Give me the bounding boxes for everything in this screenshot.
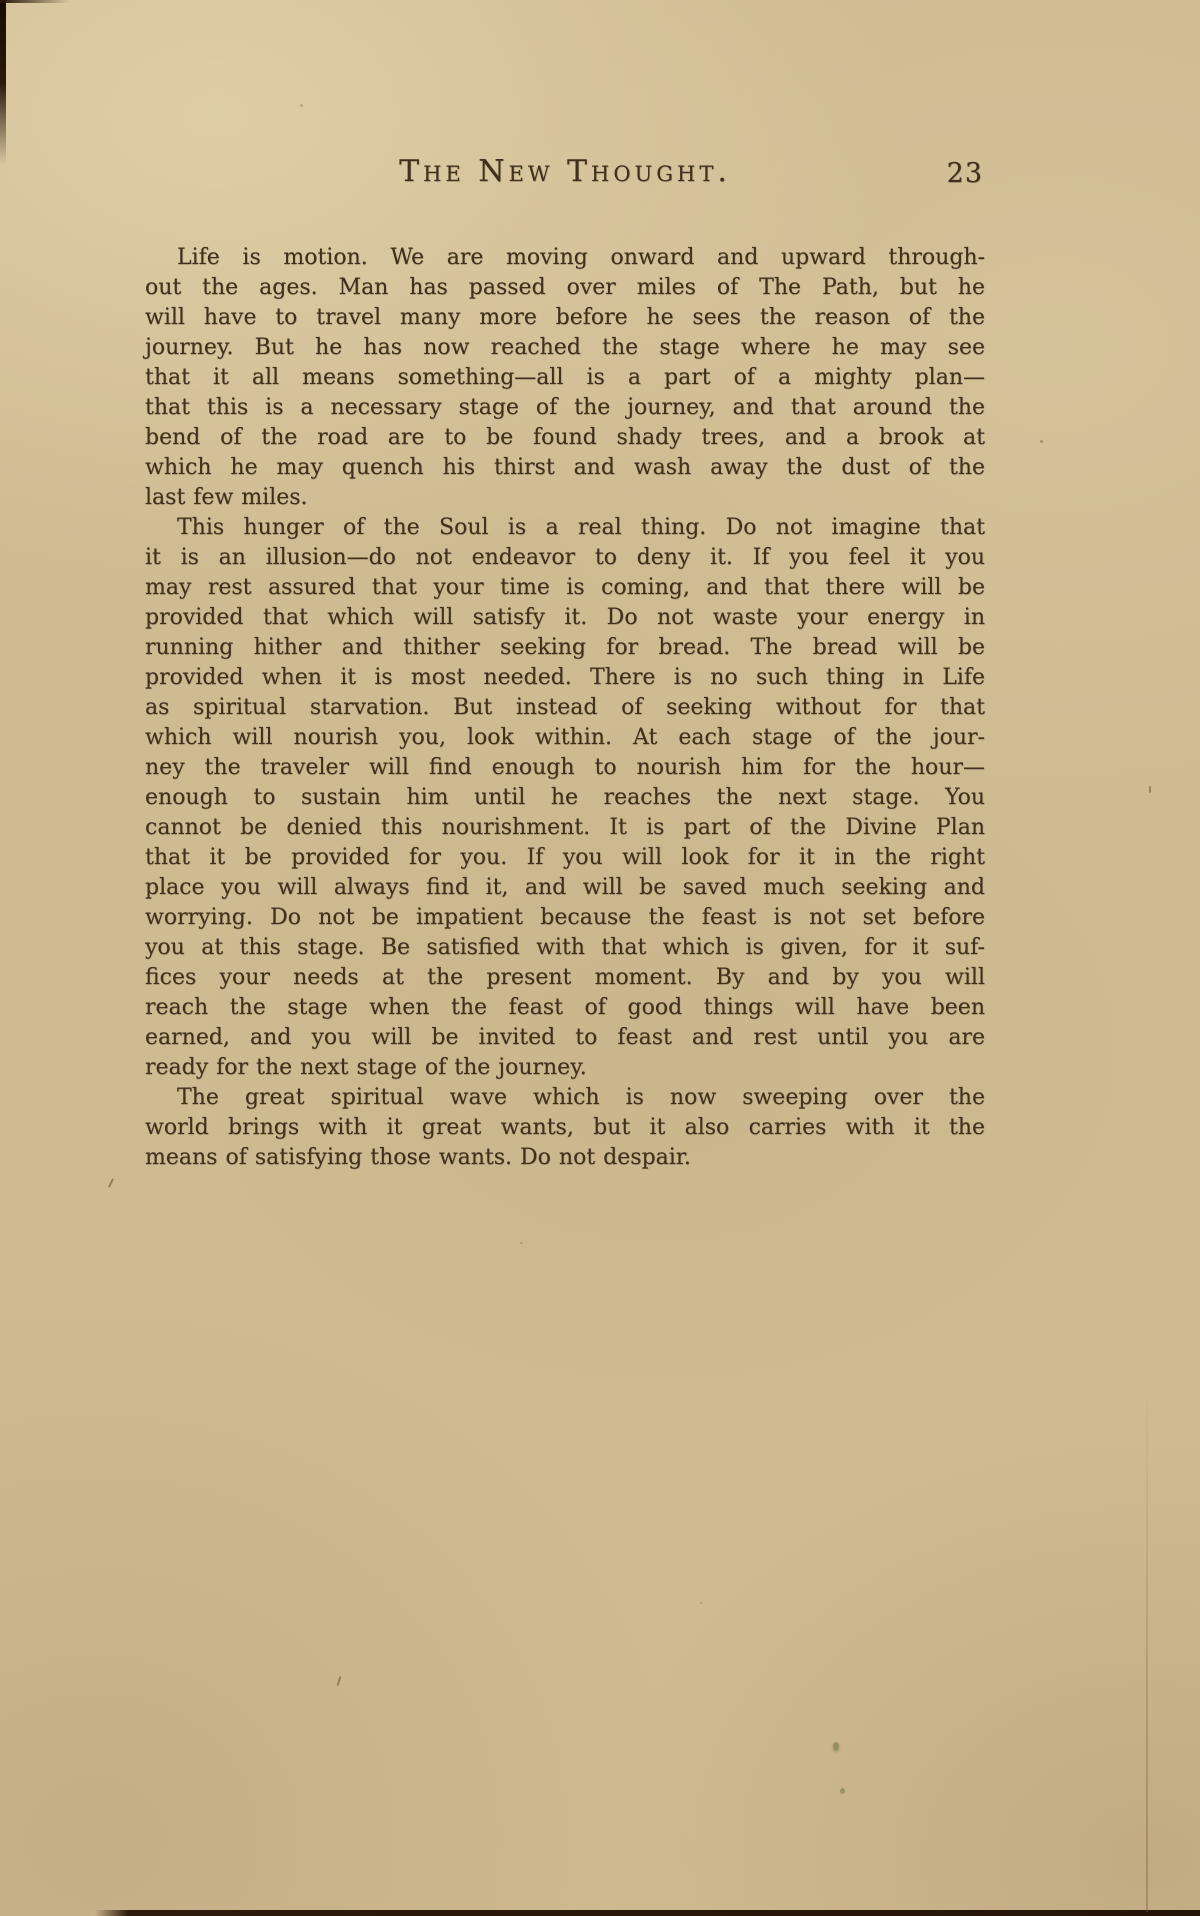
page-crease <box>1146 1380 1148 1912</box>
text-line: cannot be denied this nourishment. It is part of the Divine Plan <box>145 815 985 840</box>
text-line: fices your needs at the present moment. By and by you will <box>145 965 985 990</box>
running-title: The New Thought. <box>399 154 731 189</box>
text-line: which will nourish you, look within. At each stage of the jour- <box>145 725 985 750</box>
text-line: out the ages. Man has passed over miles of The Path, but he <box>145 275 985 300</box>
text-line: which he may quench his thirst and wash away the dust of the <box>145 455 985 480</box>
text-line: Life is motion. We are moving onward and upward through- <box>177 245 985 270</box>
paragraph <box>145 243 985 513</box>
text-line: that this is a necessary stage of the journey, and that around the <box>145 395 985 420</box>
text-line: enough to sustain him until he reaches the next stage. You <box>145 785 985 810</box>
scan-speck-artifact <box>833 1742 839 1750</box>
paragraph <box>145 513 985 1083</box>
text-line: provided that which will satisfy it. Do not waste your energy in <box>145 605 985 630</box>
text-line: world brings with it great wants, but it also carries with it the <box>145 1115 985 1140</box>
text-line: This hunger of the Soul is a real thing. Do not imagine that <box>177 515 985 540</box>
scan-mark-artifact <box>108 1178 114 1188</box>
text-line: last few miles. <box>145 485 308 510</box>
scan-speck-artifact <box>520 1242 523 1244</box>
scan-edge-top-artifact <box>0 0 70 3</box>
scan-speck-artifact <box>1040 440 1043 443</box>
scan-mark-artifact <box>1149 786 1151 793</box>
scan-edge-left-artifact <box>0 0 6 165</box>
page-header <box>145 154 985 194</box>
text-line: bend of the road are to be found shady trees, and a brook at <box>145 425 985 450</box>
text-line: ney the traveler will find enough to nourish him for the hour— <box>145 755 985 780</box>
text-line: place you will always find it, and will be saved much seeking and <box>145 875 985 900</box>
paragraph <box>145 1083 985 1173</box>
scan-speck-artifact <box>700 1602 702 1604</box>
text-line: it is an illusion—do not endeavor to deny it. If you feel it you <box>145 545 985 570</box>
scan-edge-bottom-artifact <box>95 1910 1200 1916</box>
text-line: that it be provided for you. If you will look for it in the right <box>145 845 985 870</box>
scan-speck-artifact <box>300 104 303 107</box>
page-number: 23 <box>946 158 983 189</box>
text-line: you at this stage. Be satisfied with that which is given, for it suf- <box>145 935 985 960</box>
text-line: journey. But he has now reached the stage where he may see <box>145 335 985 360</box>
text-line: provided when it is most needed. There is no such thing in Life <box>145 665 985 690</box>
text-line: that it all means something—all is a part of a mighty plan— <box>145 365 985 390</box>
text-line: means of satisfying those wants. Do not despair. <box>145 1145 691 1170</box>
scan-mark-artifact <box>337 1676 342 1686</box>
text-line: running hither and thither seeking for bread. The bread will be <box>145 635 985 660</box>
text-line: earned, and you will be invited to feast and rest until you are <box>145 1025 985 1050</box>
text-line: The great spiritual wave which is now sweeping over the <box>177 1085 985 1110</box>
text-line: ready for the next stage of the journey. <box>145 1055 587 1080</box>
text-line: as spiritual starvation. But instead of seeking without for that <box>145 695 985 720</box>
text-line: worrying. Do not be impatient because the feast is not set before <box>145 905 985 930</box>
body-text <box>145 243 985 1173</box>
text-line: may rest assured that your time is coming, and that there will be <box>145 575 985 600</box>
scan-speck-artifact <box>840 1788 845 1794</box>
text-line: reach the stage when the feast of good things will have been <box>145 995 985 1020</box>
text-line: will have to travel many more before he sees the reason of the <box>145 305 985 330</box>
